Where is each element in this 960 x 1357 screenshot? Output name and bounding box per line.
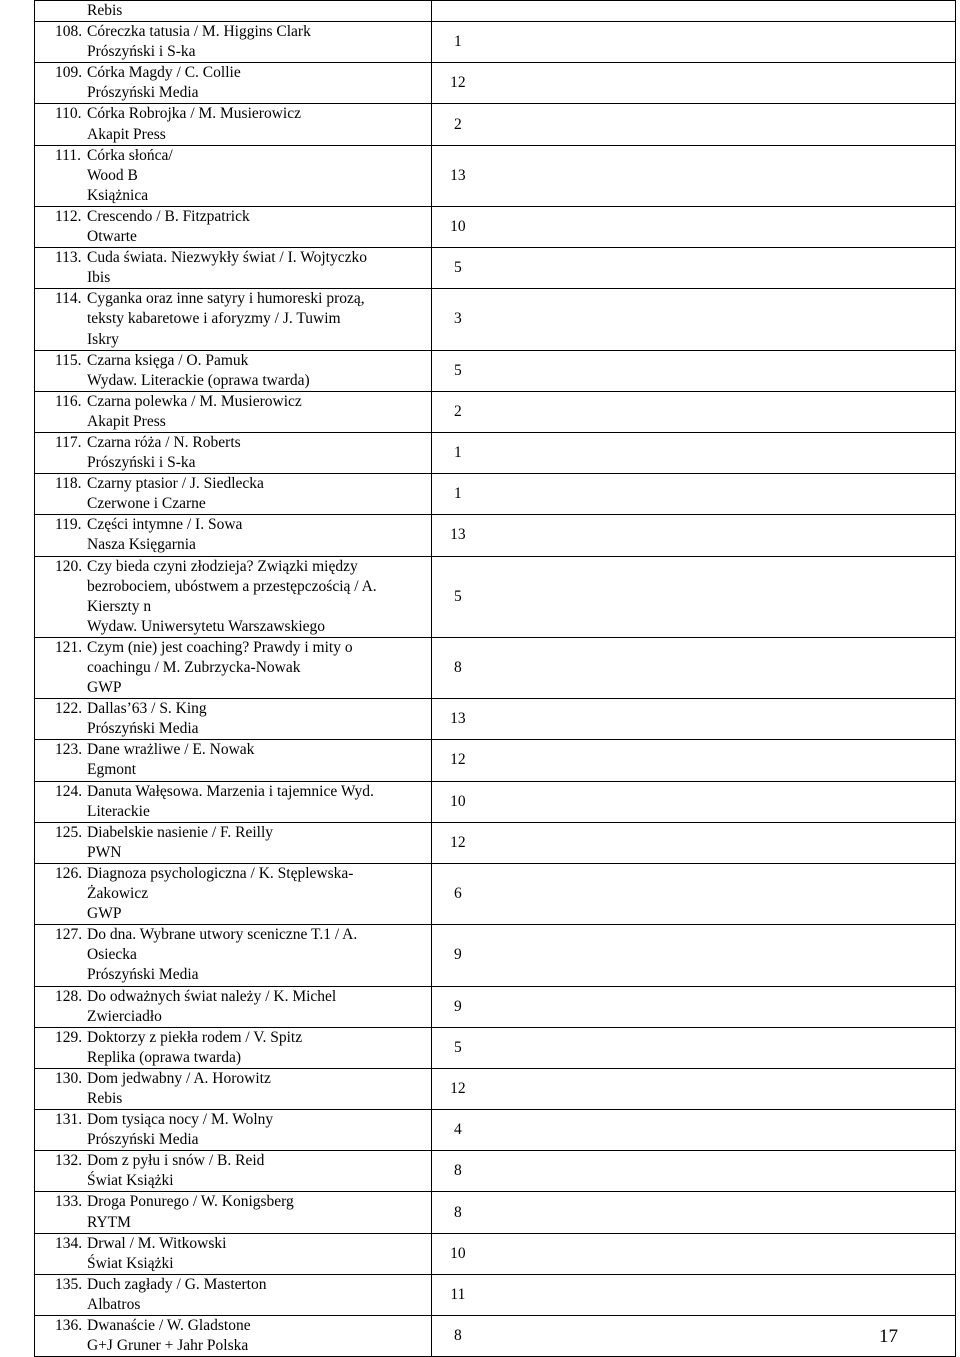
entry-title-text: Dwanaście / W. Gladstone [87,1317,251,1334]
entry-title-line [35,146,431,166]
entry-number: 134. [55,1234,83,1252]
entry-detail-line: Wood B [87,166,138,184]
entry-title-cell [35,1274,432,1315]
entry-title-cell [35,740,432,781]
entry-title-line [35,638,431,658]
entry-title-text: Części intymne / I. Sowa [87,516,243,534]
entry-detail-line: Prószyński i S-ka [87,454,196,472]
table-row [35,1151,956,1192]
entry-title-cell [35,206,432,247]
entry-count-cell [431,104,955,145]
entry-count: 12 [450,1079,466,1097]
entry-title-text: Crescendo / B. Fitzpatrick [87,207,250,225]
entry-title-text: Danuta Wałęsowa. Marzenia i tajemnice Wyd. [87,782,374,800]
entry-title-cell [35,22,432,63]
entry-detail-line: Akapit Press [87,125,166,143]
entry-number: 123. [55,741,83,759]
table-row [35,1233,956,1274]
entry-title-line [35,925,431,945]
entry-title-line [35,63,431,83]
entry-title-text: Do dna. Wybrane utwory sceniczne T.1 / A. [87,926,358,944]
entry-detail-line: Replika (oprawa twarda) [87,1048,242,1066]
entry-count-cell [431,925,955,986]
entry-title-cell [35,474,432,515]
page-number: 17 [879,1326,898,1347]
entry-count-cell [431,1068,955,1109]
table-row [35,556,956,637]
entry-count-cell [431,986,955,1027]
entry-detail-line: Prószyński Media [87,1131,199,1149]
entry-title-cell [35,391,432,432]
entry-title-cell [35,1110,432,1151]
entry-count-cell [431,391,955,432]
entry-count: 5 [454,1038,462,1056]
entry-title-cell [35,350,432,391]
entry-count: 4 [454,1121,462,1139]
entry-count: 13 [450,710,466,728]
entry-number: 120. [55,557,83,575]
entry-title-text: Doktorzy z piekła rodem / V. Spitz [87,1028,303,1046]
table-row [35,1,956,22]
entry-count-cell [431,350,955,391]
entry-title-text: Czy bieda czyni złodzieja? Związki między [87,557,358,575]
entry-number: 125. [55,823,83,841]
entry-number: 135. [55,1275,83,1293]
entry-detail-line: Akapit Press [87,412,166,430]
entry-title-text: Droga Ponurego / W. Konigsberg [87,1193,294,1211]
entry-count: 1 [454,33,462,51]
entry-count-cell [431,206,955,247]
entry-number: 111. [55,146,81,164]
entry-number: 117. [55,433,82,451]
table-row [35,474,956,515]
table-row [35,22,956,63]
entry-number: 116. [55,392,82,410]
entry-count-cell [431,1192,955,1233]
entry-title-text: Dom z pyłu i snów / B. Reid [87,1152,265,1170]
entry-title-line [35,987,431,1007]
entry-count: 8 [454,1162,462,1180]
entry-number: 110. [55,105,82,123]
entry-title-cell [35,1027,432,1068]
table-row [35,1068,956,1109]
entry-title-cell [35,1233,432,1274]
entry-title-text: Córka Magdy / C. Collie [87,64,241,82]
entry-title-text: Córeczka tatusia / M. Higgins Clark [87,23,311,41]
book-list-table [34,0,956,1357]
entry-number: 128. [55,987,83,1005]
entry-number: 126. [55,864,83,882]
entry-detail-line: teksty kabaretowe i aforyzmy / J. Tuwim [87,310,341,328]
entry-count: 1 [454,444,462,462]
table-row [35,1274,956,1315]
entry-detail-line: Rebis [87,1089,123,1107]
entry-count-cell [431,1316,955,1357]
table-row [35,1027,956,1068]
entry-title-cell [35,145,432,206]
table-row [35,925,956,986]
entry-title-cell [35,248,432,289]
entry-title-cell [35,863,432,924]
entry-number: 136. [55,1317,83,1334]
table-row [35,515,956,556]
entry-count-cell [431,1,955,22]
table-row [35,863,956,924]
entry-count-cell [431,699,955,740]
entry-detail-line: Literackie [87,802,150,820]
table-row [35,1192,956,1233]
entry-detail-line: Egmont [87,761,137,779]
entry-detail-line: Książnica [87,186,149,204]
entry-title-line [35,699,431,719]
entry-title-text: Dane wrażliwe / E. Nowak [87,741,255,759]
entry-count: 12 [450,833,466,851]
entry-title-line [35,1151,431,1171]
entry-title-text: Czarny ptasior / J. Siedlecka [87,475,264,493]
entry-count-cell [431,63,955,104]
entry-title-text: Diabelskie nasienie / F. Reilly [87,823,274,841]
entry-detail-line: Otwarte [87,228,137,246]
entry-title-line [35,782,431,802]
entry-number: 113. [55,249,82,267]
entry-title-line [35,1028,431,1048]
entry-title-line [35,289,431,309]
table-row [35,248,956,289]
entry-count-cell [431,432,955,473]
entry-title-line [35,557,431,577]
entry-detail-line: G+J Gruner + Jahr Polska [87,1337,249,1355]
table-row [35,145,956,206]
table-row [35,289,956,350]
entry-title-text: Czarna róża / N. Roberts [87,433,241,451]
entry-number: 124. [55,782,83,800]
table-row [35,432,956,473]
entry-count: 5 [454,361,462,379]
entry-title-cell [35,1192,432,1233]
entry-number: 114. [55,290,82,308]
entry-detail-line: Osiecka [87,946,137,964]
entry-title-cell [35,556,432,637]
entry-number: 130. [55,1069,83,1087]
entry-title-line [35,823,431,843]
entry-count-cell [431,740,955,781]
entry-detail-line: Iskry [87,330,119,348]
entry-title-cell [35,432,432,473]
entry-detail-line: Kierszty n [87,597,152,615]
table-row [35,63,956,104]
entry-count-cell [431,474,955,515]
table-row [35,391,956,432]
entry-title-text: Dom tysiąca nocy / M. Wolny [87,1111,274,1129]
entry-count-cell [431,22,955,63]
table-row [35,986,956,1027]
entry-number: 109. [55,64,83,82]
table-row [35,781,956,822]
entry-title-cell [35,515,432,556]
entry-title-line [35,864,431,884]
entry-title-cell [35,781,432,822]
entry-number: 129. [55,1028,83,1046]
entry-number: 127. [55,926,83,944]
entry-count-cell [431,1110,955,1151]
entry-number: 112. [55,207,82,225]
entry-title-line [35,351,431,371]
entry-detail-line: Świat Książki [87,1172,174,1190]
entry-count-cell [431,515,955,556]
entry-count: 2 [454,115,462,133]
entry-title-text: Dom jedwabny / A. Horowitz [87,1069,271,1087]
entry-title-line [35,474,431,494]
entry-detail-line: Ibis [87,269,111,287]
entry-title-line [35,433,431,453]
entry-title-text: Duch zagłady / G. Masterton [87,1275,267,1293]
entry-title-cell [35,63,432,104]
entry-number: 118. [55,475,82,493]
entry-count: 8 [454,1203,462,1221]
entry-title-cell [35,822,432,863]
entry-title-line [35,104,431,124]
entry-count: 1 [454,485,462,503]
entry-title-line [35,1110,431,1130]
table-row [35,1316,956,1357]
entry-detail-line: bezrobociem, ubóstwem a przestępczością / A. [87,577,377,595]
entry-count-cell [431,863,955,924]
entry-number: 131. [55,1111,83,1129]
entry-publisher: Rebis [87,2,123,19]
entry-count-cell [431,822,955,863]
entry-detail-line: Świat Książki [87,1254,174,1272]
entry-count: 9 [454,946,462,964]
entry-title-line [35,515,431,535]
entry-title-line [35,1234,431,1254]
entry-count-cell [431,781,955,822]
entry-count: 6 [454,885,462,903]
entry-detail-line: Prószyński i S-ka [87,43,196,61]
entry-count: 5 [454,259,462,277]
entry-count: 2 [454,402,462,420]
entry-number: 115. [55,351,82,369]
table-row [35,822,956,863]
entry-title-text: Cyganka oraz inne satyry i humoreski prozą, [87,290,365,308]
entry-number: 122. [55,700,83,718]
entry-count: 10 [450,1244,466,1262]
entry-number: 132. [55,1152,83,1170]
entry-title-text: Diagnoza psychologiczna / K. Stęplewska- [87,864,354,882]
entry-detail-line: Zwierciadło [87,1007,162,1025]
entry-title-text: Czym (nie) jest coaching? Prawdy i mity o [87,638,353,656]
table-row [35,1110,956,1151]
entry-count: 8 [454,1327,462,1345]
entry-title-cell [35,289,432,350]
entry-count-cell [431,556,955,637]
entry-count-cell [431,248,955,289]
entry-title-line [35,1069,431,1089]
entry-detail-line: Wydaw. Literackie (oprawa twarda) [87,371,310,389]
entry-title-cell [35,1151,432,1192]
entry-count: 10 [450,792,466,810]
entry-title-text: Córka Robrojka / M. Musierowicz [87,105,301,123]
entry-detail-line: Prószyński Media [87,84,199,102]
entry-count: 13 [450,166,466,184]
entry-detail-line: GWP [87,905,122,923]
entry-title-cell [35,986,432,1027]
table-row [35,350,956,391]
entry-detail-line: Nasza Księgarnia [87,536,196,554]
book-list-body [35,1,956,1357]
entry-title-line [35,740,431,760]
entry-detail-line: Wydaw. Uniwersytetu Warszawskiego [87,617,326,635]
entry-title-line [35,1275,431,1295]
entry-detail-line: Prószyński Media [87,966,199,984]
entry-count-cell [431,1151,955,1192]
entry-number: 121. [55,638,83,656]
entry-title-line [35,22,431,42]
table-row [35,206,956,247]
entry-count: 8 [454,659,462,677]
entry-title-line [35,392,431,412]
entry-title-text: Czarna polewka / M. Musierowicz [87,392,302,410]
entry-title-line [35,1316,431,1336]
entry-detail-line: Prószyński Media [87,720,199,738]
entry-detail-line: coachingu / M. Zubrzycka-Nowak [87,659,301,676]
entry-title-cell [35,637,432,698]
entry-count: 12 [450,751,466,769]
entry-count: 11 [450,1285,466,1303]
entry-title-text: Drwal / M. Witkowski [87,1234,227,1252]
entry-number: 133. [55,1193,83,1211]
entry-number: 119. [55,516,82,534]
table-row [35,637,956,698]
entry-title-text: Do odważnych świat należy / K. Michel [87,987,337,1005]
entry-title-text: Dallas’63 / S. King [87,700,207,718]
entry-detail-line: GWP [87,679,122,697]
entry-title-cell [35,699,432,740]
entry-count: 13 [450,526,466,544]
table-row [35,699,956,740]
entry-count: 12 [450,74,466,92]
entry-detail-line: RYTM [87,1213,131,1231]
entry-number: 108. [55,23,83,41]
entry-detail-line: Żakowicz [87,885,149,903]
entry-title-cell [35,1316,432,1357]
entry-title-cell [35,1,432,22]
entry-title-cell [35,104,432,145]
table-row [35,740,956,781]
entry-count-cell [431,289,955,350]
entry-count-cell [431,1274,955,1315]
entry-count: 9 [454,997,462,1015]
entry-title-cell [35,925,432,986]
entry-title-line [35,248,431,268]
entry-title-cell [35,1068,432,1109]
entry-detail-line: Czerwone i Czarne [87,495,206,513]
entry-detail-line: PWN [87,843,122,861]
entry-title-line [35,207,431,227]
entry-title-text: Czarna księga / O. Pamuk [87,351,249,369]
entry-count: 3 [454,310,462,328]
entry-title-text: Cuda świata. Niezwykły świat / I. Wojtyczko [87,249,367,267]
entry-count: 5 [454,587,462,605]
entry-count-cell [431,637,955,698]
entry-count-cell [431,1233,955,1274]
entry-count-cell [431,1027,955,1068]
entry-count: 10 [450,218,466,236]
entry-title-text: Córka słońca/ [87,146,173,164]
table-row [35,104,956,145]
entry-title-line [35,1192,431,1212]
entry-detail-line: Albatros [87,1295,141,1313]
entry-count-cell [431,145,955,206]
